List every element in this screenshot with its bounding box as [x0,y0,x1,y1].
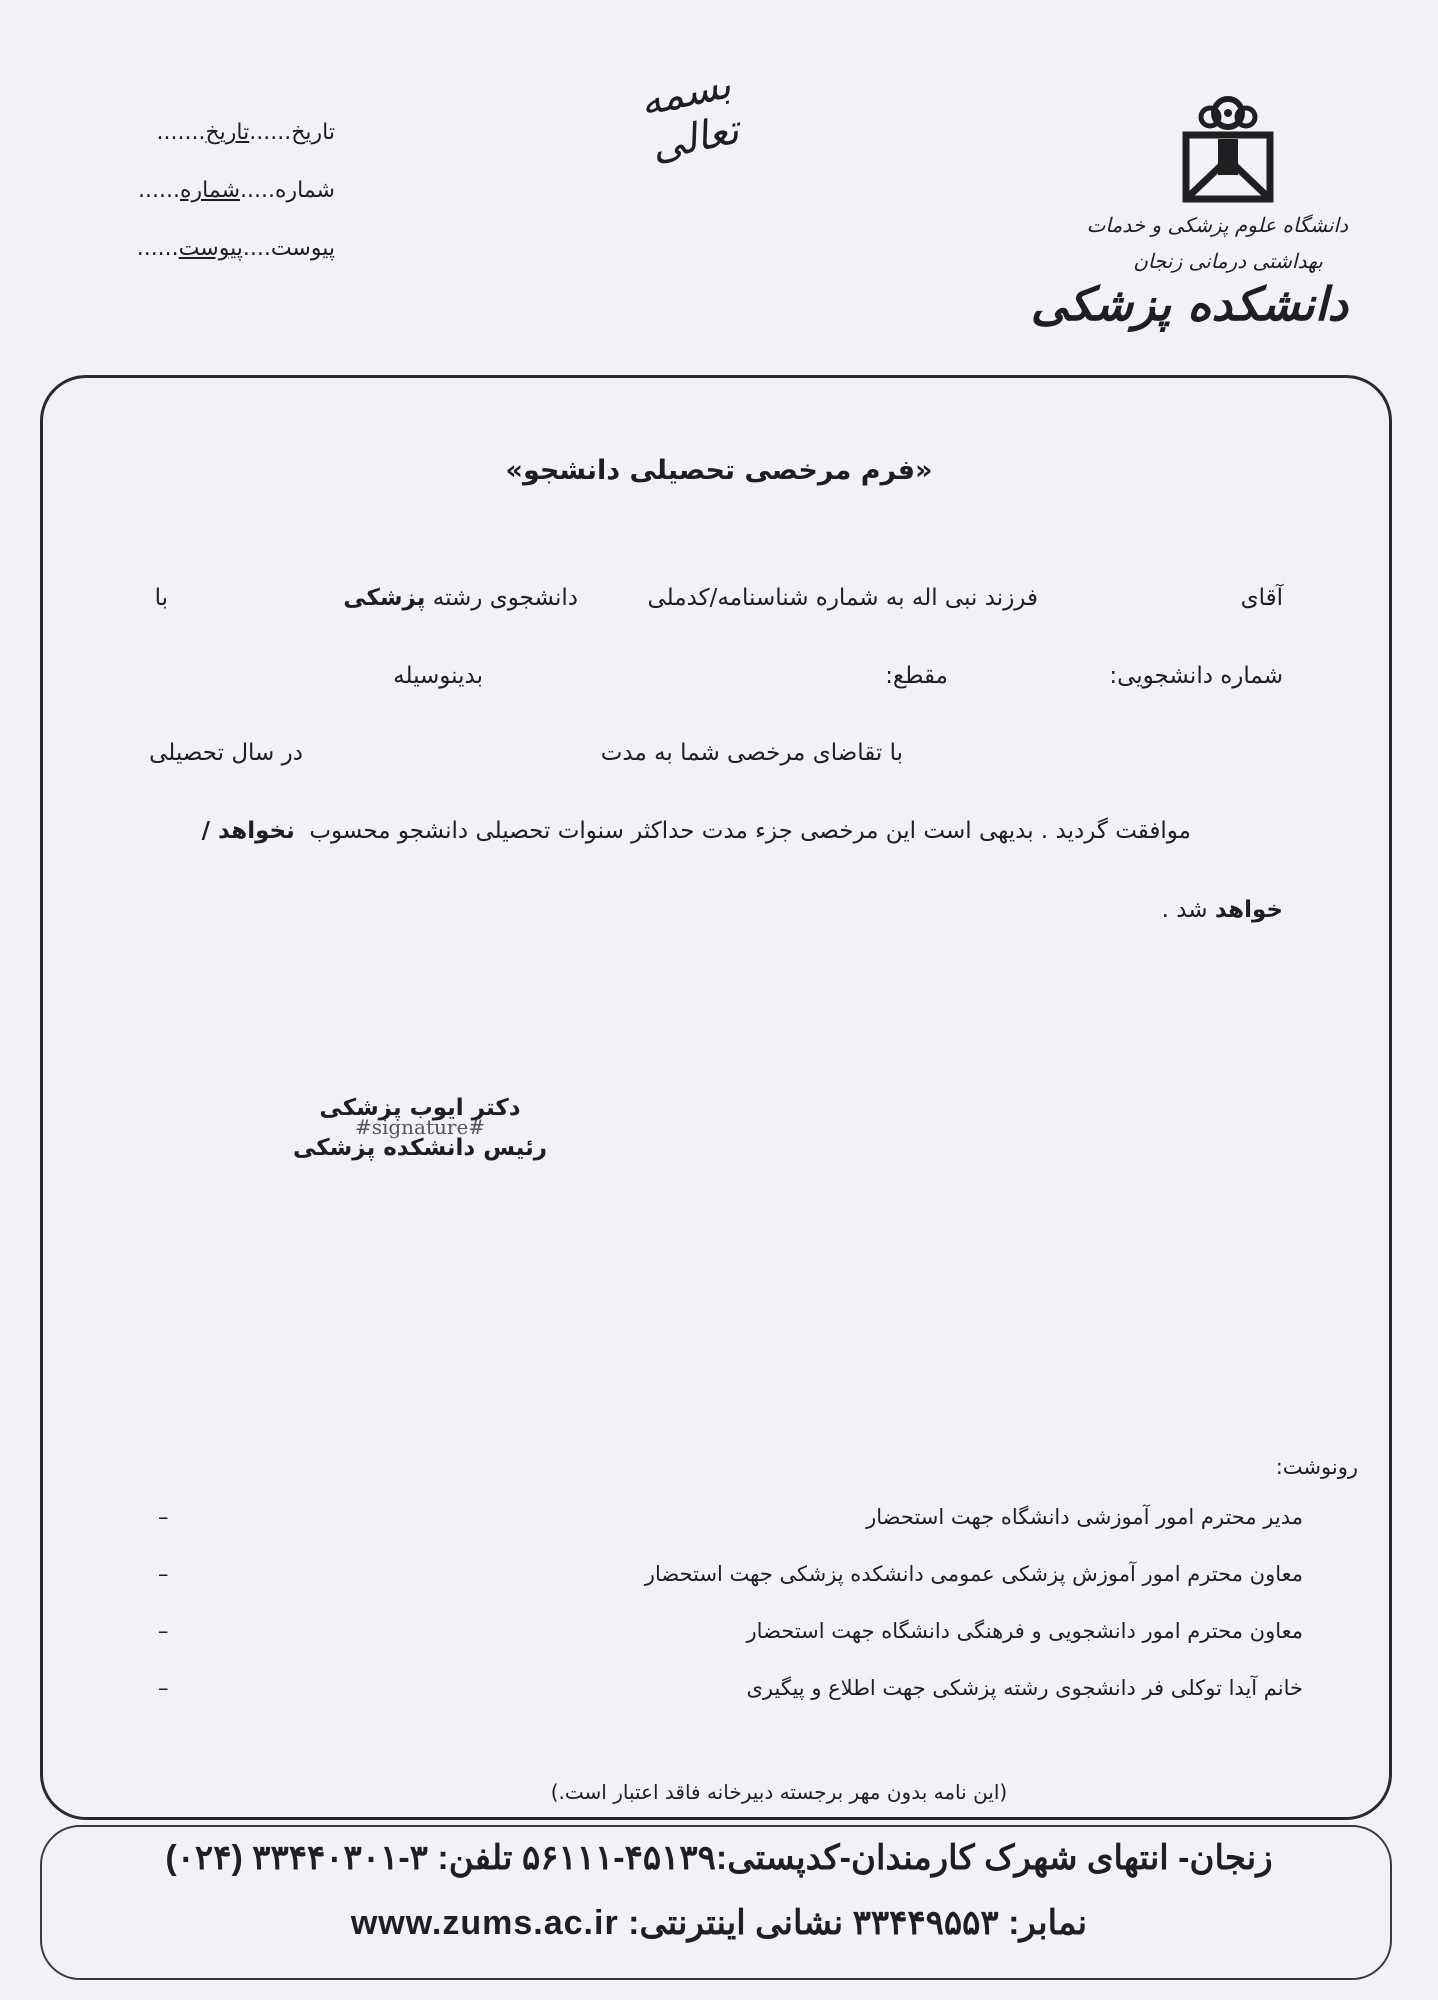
field-degree: مقطع: [885,663,948,689]
list-item: مدیر محترم امور آموزشی دانشگاه جهت استحضار – [158,1505,1303,1529]
signature-mark: #signature# [354,1115,486,1139]
list-item: معاون محترم امور دانشجویی و فرهنگی دانشگاه جهت استحضار – [158,1619,1303,1643]
meta-date: تاریخ......تاریخ....... [156,120,335,145]
meta-attachment: پیوست....پیوست...... [136,236,335,261]
signature-block [290,1095,550,1161]
field-hereby: بدینوسیله [393,663,483,689]
field-field-of-study: دانشجوی رشته پزشکی [343,585,578,611]
cc-list [158,1505,1358,1733]
form-title: «فرم مرخصی تحصیلی دانشجو» [505,455,933,486]
approval-sentence: موافقت گردید . بدیهی است این مرخصی جزء مدت حداکثر سنوات تحصیلی دانشجو محسوب نخواهد / [201,818,1191,844]
university-name-line2: بهداشتی درمانی زنجان [1133,249,1323,273]
meta-number: شماره.....شماره...... [138,178,335,203]
university-name-line1: دانشگاه علوم پزشکی و خدمات [1086,213,1348,237]
footer-fax-website: نمابر: ۳۳۴۴۹۵۵۳ نشانی اینترنتی: www.zums.ac.ir [350,1904,1088,1942]
field-leave-duration: با تقاضای مرخصی شما به مدت [600,740,903,766]
cc-title: رونوشت: [1275,1455,1358,1479]
faculty-title: دانشکده پزشکی [1030,277,1348,331]
signatory-name: دکتر ایوب پزشکی [319,1095,521,1121]
signatory-title: رئیس دانشکده پزشکی [293,1135,547,1161]
approval-sentence-end: خواهد شد . [1161,897,1283,923]
letter-meta-fields [95,120,335,294]
field-father-id: فرزند نبی اله به شماره شناسنامه/کدملی [647,585,1038,611]
list-item: معاون محترم امور آموزش پزشکی عمومی دانشکده پزشکی جهت استحضار – [158,1562,1303,1586]
validity-footnote: (این نامه بدون مهر برجسته دبیرخانه فاقد اعتبار است.) [550,1780,1008,1804]
field-with: با [154,585,168,611]
list-item: خانم آیدا توکلی فر دانشجوی رشته پزشکی جهت اطلاع و پیگیری – [158,1676,1303,1700]
field-mr: آقای [1240,585,1283,611]
letterhead-logo-block [1030,95,1348,331]
field-academic-year: در سال تحصیلی [149,740,303,766]
field-student-number: شماره دانشجویی: [1109,663,1283,689]
university-emblem-icon [1168,95,1288,205]
footer-address: زنجان- انتهای شهرک کارمندان-کدپستی:۴۵۱۳۹-۵۶۱۱۱ تلفن: ۳-۳۳۴۴۰۳۰۱ (۰۲۴) [165,1839,1273,1877]
basmala-calligraphy: بسمه تعالی [635,61,743,171]
